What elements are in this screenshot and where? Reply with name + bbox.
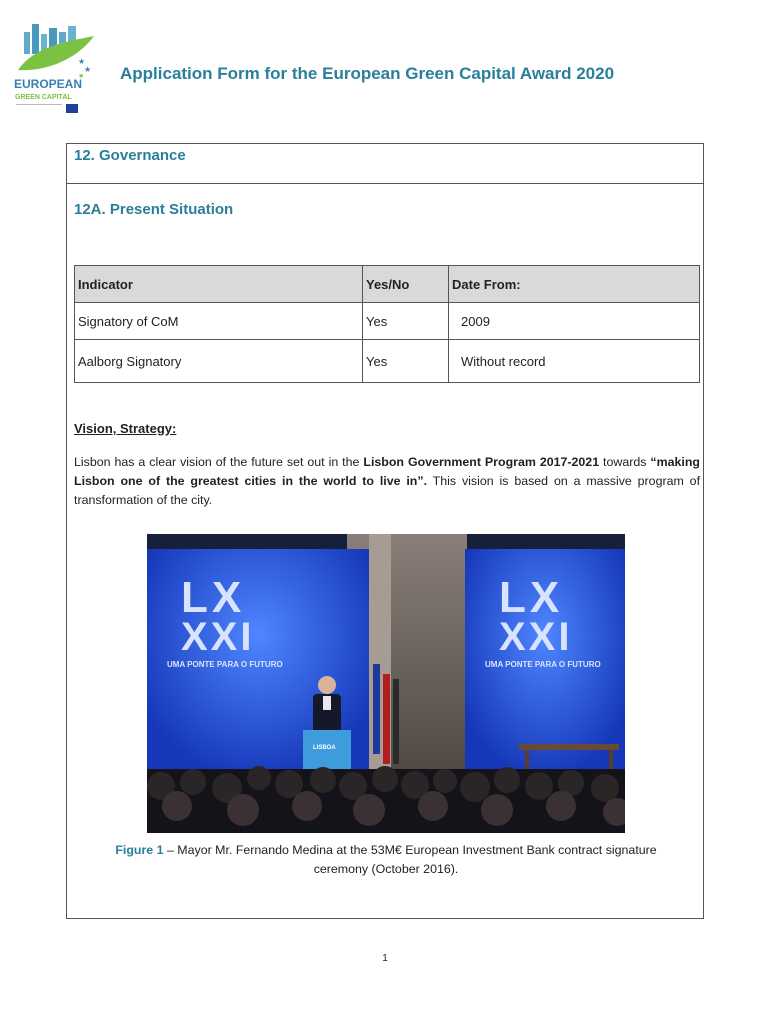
governance-section-box xyxy=(66,143,704,919)
vision-text-2: towards xyxy=(599,455,651,469)
logo-text-line1: EUROPEAN xyxy=(14,77,83,91)
figure-caption-text: – Mayor Mr. Fernando Medina at the 53M€ European Investment Bank contract signature ceremony (October 2016). xyxy=(163,843,657,876)
vision-text-3: This vision is based on a massive program of transformation of the city. xyxy=(74,474,701,507)
banner-right-xxi: XXI xyxy=(499,615,573,659)
table-header-yes-no: Yes/No xyxy=(363,266,449,303)
document-title: Application Form for the European Green Capital Award 2020 xyxy=(120,64,615,83)
vision-paragraph xyxy=(74,453,700,510)
table-cell-indicator: Signatory of CoM xyxy=(75,303,363,340)
svg-text:★: ★ xyxy=(78,72,85,80)
svg-text:★: ★ xyxy=(78,57,86,66)
vision-text-1: Lisbon has a clear vision of the future set out in the xyxy=(74,455,364,469)
table-header-indicator: Indicator xyxy=(75,266,363,303)
vision-heading: Vision, Strategy: xyxy=(74,421,177,436)
figure-caption xyxy=(87,841,685,879)
svg-text:★: ★ xyxy=(84,65,92,74)
table-cell-yes-no: Yes xyxy=(363,340,449,383)
vision-bold-quote: “making Lisbon one of the greatest cities in the world to live in”. xyxy=(74,455,700,488)
banner-left-tagline: UMA PONTE PARA O FUTURO xyxy=(167,660,283,669)
table-cell-indicator: Aalborg Signatory xyxy=(75,340,363,383)
table-cell-date: 2009 xyxy=(449,303,700,340)
table-header-date-from: Date From: xyxy=(449,266,700,303)
european-green-capital-logo xyxy=(10,14,100,118)
indicator-table xyxy=(74,265,700,383)
table-cell-yes-no: Yes xyxy=(363,303,449,340)
logo-text-line2: GREEN CAPITAL xyxy=(15,94,72,101)
table-row xyxy=(75,340,700,383)
page-number: 1 xyxy=(382,953,388,964)
banner-right-tagline: UMA PONTE PARA O FUTURO xyxy=(485,660,601,669)
table-header-row xyxy=(75,266,700,303)
section-title: 12. Governance xyxy=(74,147,186,164)
table-row xyxy=(75,303,700,340)
table-cell-date: Without record xyxy=(449,340,700,383)
banner-left-lx: LX xyxy=(181,573,246,622)
section-header-row xyxy=(67,144,703,184)
subsection-title: 12A. Present Situation xyxy=(74,201,234,218)
banner-left-xxi: XXI xyxy=(181,615,255,659)
vision-bold-program: Lisbon Government Program 2017-2021 xyxy=(363,455,600,469)
figure-label: Figure 1 xyxy=(115,843,164,857)
ceremony-photo xyxy=(147,534,625,833)
podium-text: LISBOA xyxy=(313,745,336,751)
banner-right-lx: LX xyxy=(499,573,564,622)
